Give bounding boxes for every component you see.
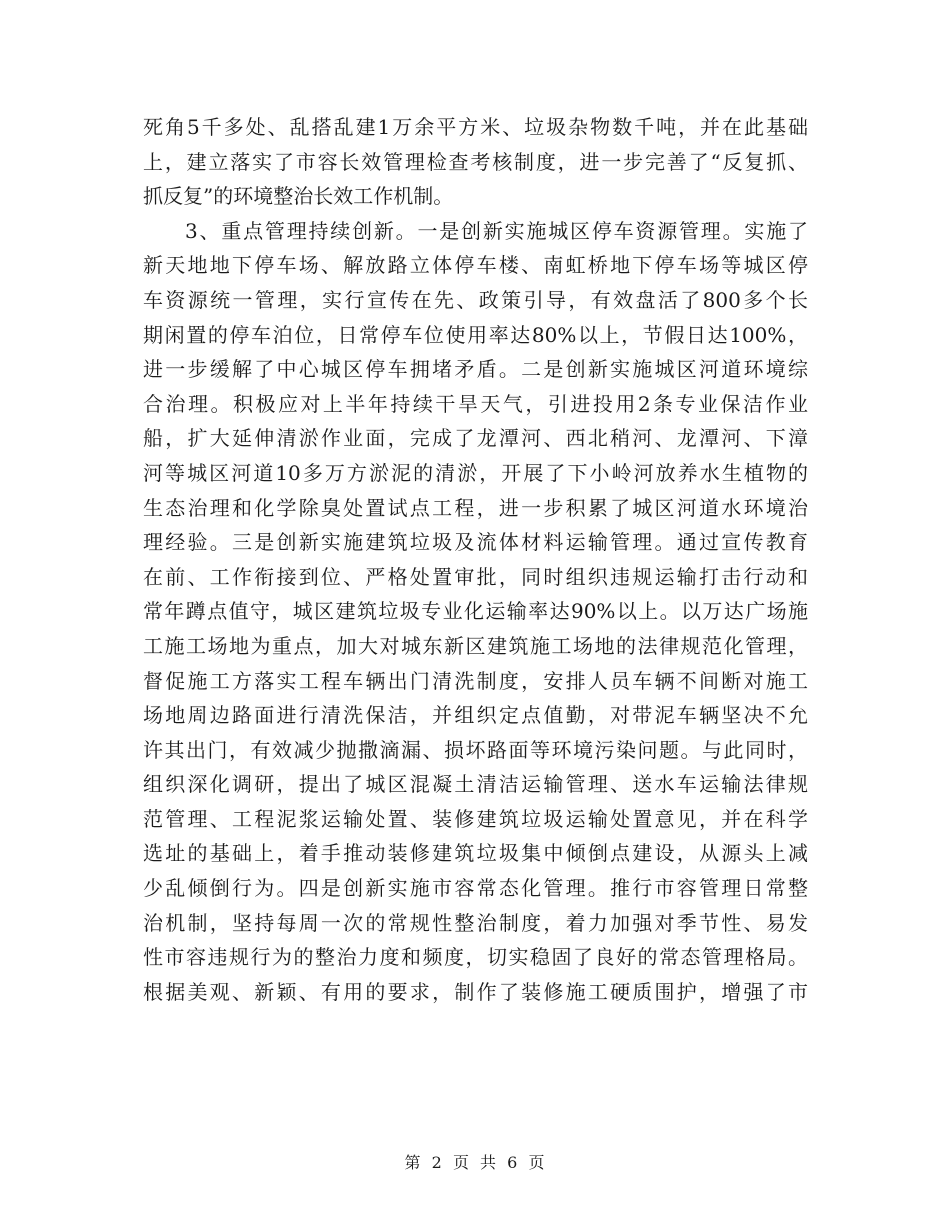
body-text bbox=[143, 110, 808, 1009]
text-line: 工施工场地为重点，加大对城东新区建筑施工场地的法律规范化管理， bbox=[143, 633, 808, 658]
text-line: 选址的基础上，着手推动装修建筑垃圾集中倾倒点建设，从源头上减 bbox=[143, 841, 808, 866]
text-line: 性市容违规行为的整治力度和频度，切实稳固了良好的常态管理格局。 bbox=[143, 945, 808, 970]
current-page-number: 2 bbox=[431, 1153, 443, 1172]
text-line: 河等城区河道10多万方淤泥的清淤，开展了下小岭河放养水生植物的 bbox=[143, 460, 808, 485]
text-line: 许其出门，有效减少抛撒滴漏、损坏路面等环境污染问题。与此同时， bbox=[143, 737, 808, 762]
text-line: 进一步缓解了中心城区停车拥堵矛盾。二是创新实施城区河道环境综 bbox=[143, 357, 808, 382]
text-line: 合治理。积极应对上半年持续干旱天气，引进投用2条专业保洁作业 bbox=[143, 391, 808, 416]
total-page-number: 6 bbox=[507, 1153, 519, 1172]
text-line: 根据美观、新颖、有用的要求，制作了装修施工硬质围护，增强了市 bbox=[143, 979, 808, 1004]
text-line: 死角5千多处、乱搭乱建1万余平方米、垃圾杂物数千吨，并在此基础 bbox=[143, 115, 808, 139]
text-line: 期闲置的停车泊位，日常停车位使用率达80%以上，节假日达100%， bbox=[143, 322, 808, 347]
text-line: 常年蹲点值守，城区建筑垃圾专业化运输率达90%以上。以万达广场施 bbox=[143, 599, 808, 624]
text-line: 新天地地下停车场、解放路立体停车楼、南虹桥地下停车场等城区停 bbox=[143, 253, 808, 278]
page-footer bbox=[0, 1153, 950, 1173]
footer-total-unit: 页 bbox=[528, 1153, 546, 1172]
footer-total-label: 共 bbox=[480, 1153, 498, 1172]
footer-prefix: 第 bbox=[404, 1153, 422, 1172]
text-line: 少乱倾倒行为。四是创新实施市容常态化管理。推行市容管理日常整 bbox=[143, 876, 808, 901]
text-line: 3、重点管理持续创新。一是创新实施城区停车资源管理。实施了 bbox=[185, 218, 808, 243]
text-line: 治机制，坚持每周一次的常规性整治制度，着力加强对季节性、易发 bbox=[143, 910, 808, 935]
text-line: 车资源统一管理，实行宣传在先、政策引导，有效盘活了800多个长 bbox=[143, 287, 808, 312]
footer-page-unit: 页 bbox=[452, 1153, 470, 1172]
text-line: 在前、工作衔接到位、严格处置审批，同时组织违规运输打击行动和 bbox=[143, 564, 808, 589]
text-line: 场地周边路面进行清洗保洁，并组织定点值勤，对带泥车辆坚决不允 bbox=[143, 703, 808, 728]
text-line: 组织深化调研，提出了城区混凝土清洁运输管理、送水车运输法律规 bbox=[143, 772, 808, 797]
text-line: 生态治理和化学除臭处置试点工程，进一步积累了城区河道水环境治 bbox=[143, 495, 808, 520]
text-line: 上，建立落实了市容长效管理检查考核制度，进一步完善了“反复抓、 bbox=[143, 149, 808, 174]
text-line: 船，扩大延伸清淤作业面，完成了龙潭河、西北稍河、龙潭河、下漳 bbox=[143, 426, 808, 451]
text-line: 抓反复”的环境整治长效工作机制。 bbox=[143, 184, 454, 209]
text-line: 范管理、工程泥浆运输处置、装修建筑垃圾运输处置意见，并在科学 bbox=[143, 806, 808, 831]
text-line: 理经验。三是创新实施建筑垃圾及流体材料运输管理。通过宣传教育 bbox=[143, 530, 808, 555]
text-line: 督促施工方落实工程车辆出门清洗制度，安排人员车辆不间断对施工 bbox=[143, 668, 808, 693]
